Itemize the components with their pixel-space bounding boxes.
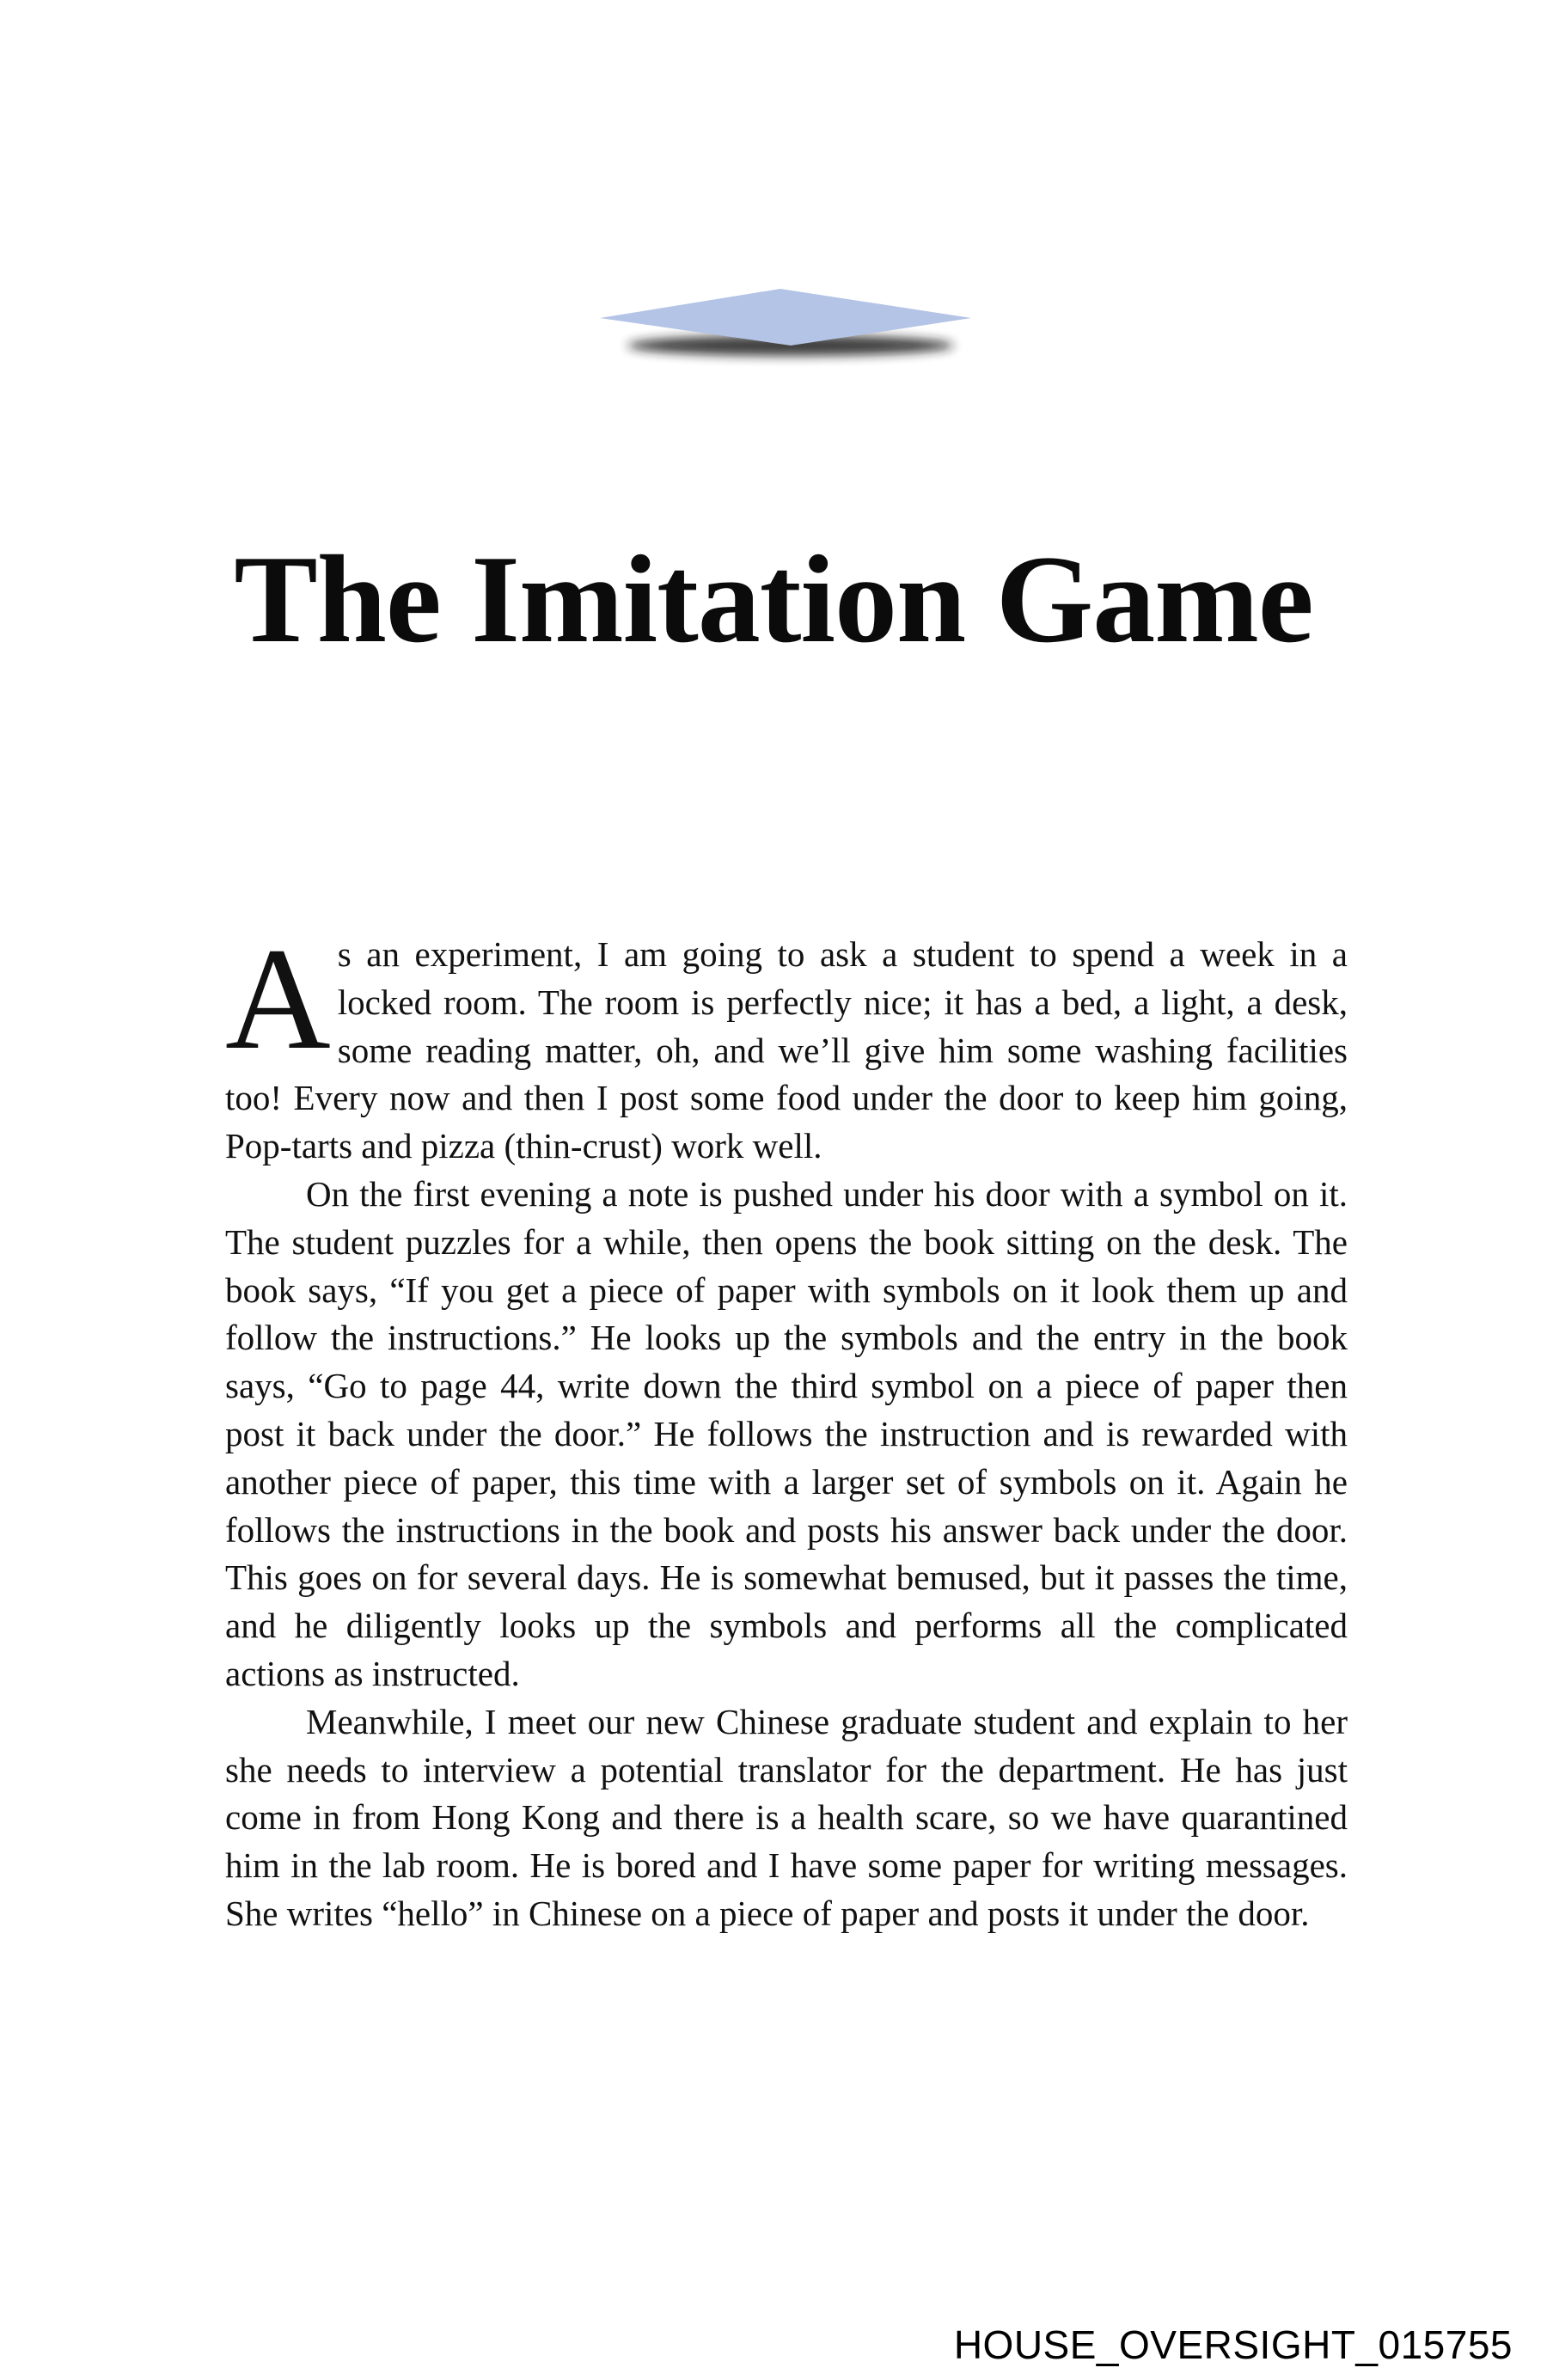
- chapter-title: The Imitation Game: [234, 529, 1313, 669]
- paragraph-1: [225, 918, 1348, 1171]
- paragraph-2: On the first evening a note is pushed under his door with a symbol on it. The student puzzles for a while, then opens the book sitting on the desk. The book says, “If you get a piece of paper with symbols on it look them up and follow the instructions.” He looks up the symbols and the entry in the book says, “Go to page 44, write down the third symbol on a piece of paper then post it back under the door.” He follows the instruction and is rewarded with another piece of paper, this time with a larger set of symbols on it. Again he follows the instructions in the book and posts his answer back under the door. This goes on for several days. He is somewhat bemused, but it passes the time, and he diligently looks up the symbols and performs all the complicated actions as instructed.: [225, 1173, 1348, 1693]
- paragraph-3: Meanwhile, I meet our new Chinese graduate student and explain to her she needs to interview a potential translator for the department. He has just come in from Hong Kong and there is a health scare, so we have quarantined him in the lab room. He is bored and I have some paper for writing messages. She writes “hello” in Chinese on a piece of paper and posts it under the door.: [225, 1701, 1348, 1933]
- bates-number: HOUSE_OVERSIGHT_015755: [953, 2322, 1513, 2367]
- drop-cap: A: [225, 918, 331, 1080]
- diamond-ornament-icon: [593, 284, 988, 378]
- paragraph-1-text: s an experiment, I am going to ask a student to spend a week in a locked room. The room is perfectly nice; it has a bed, a light, a desk, some reading matter, oh, and we’ll give him some washing facilities too! Every now and then I post some food under the door to keep him going, Pop-tarts and pizza (thin-crust) work well.: [225, 934, 1348, 1166]
- chapter-body: [225, 918, 1348, 1938]
